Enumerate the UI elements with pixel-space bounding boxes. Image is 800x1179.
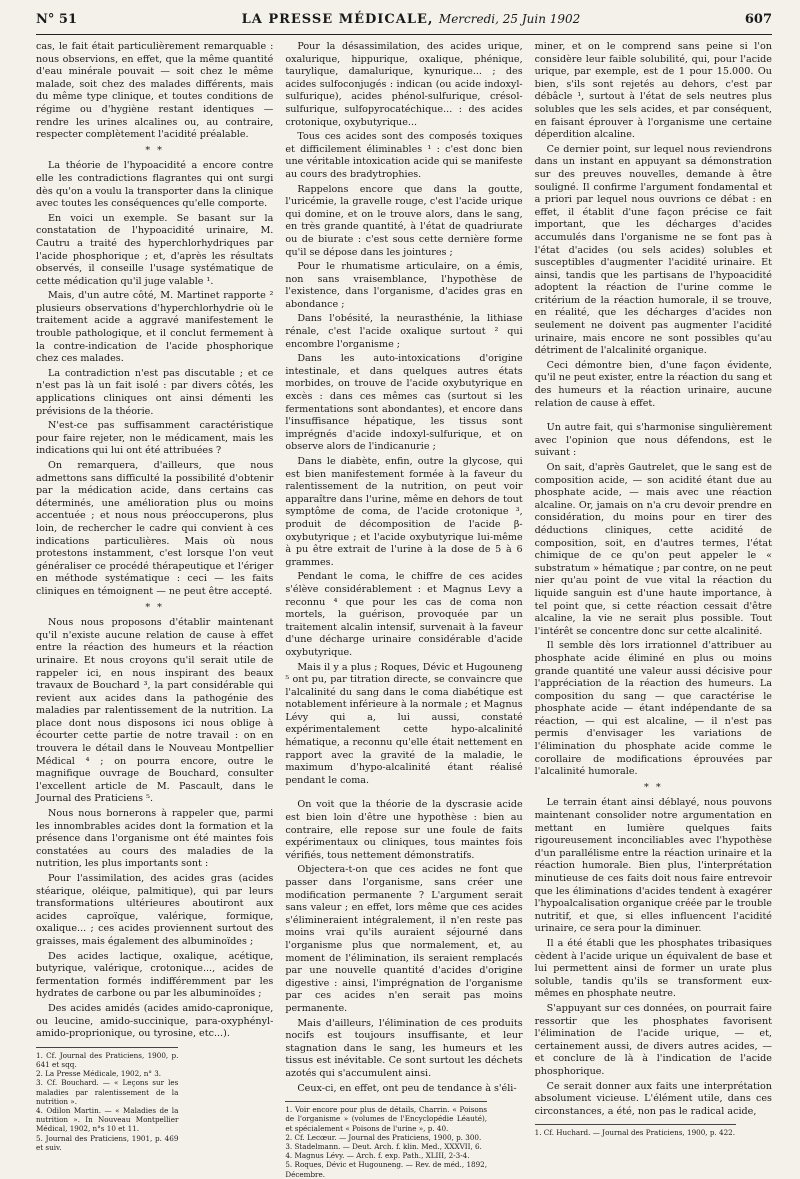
footnote: 3. Stadelmann. — Deut. Arch. f. klin. Med., XXXVII, 6. bbox=[285, 1141, 482, 1151]
text-columns bbox=[36, 41, 772, 1179]
paragraph: miner, et on le comprend sans peine si l'on considère leur faible solubilité, qui, pour l'acide urique, par exemple, est de 1 pour 15.000. Ou bien, s'ils sont rejetés au dehors, c'est par débâcle ¹, surtout à l'état de sels neutres plus solubles que les sels acides, et par conséquent, en faisant éprouver à l'organisme une certaine déperdition alcaline. bbox=[534, 41, 772, 141]
footnote: 5. Roques, Dévic et Hugouneng. — Rev. de méd., 1892, Décembre. bbox=[285, 1160, 488, 1179]
paragraph: Dans les auto-intoxications d'origine intestinale, et dans quelques autres états morbides, on trouve de l'acide oxybutyrique en excès : dans ces mêmes cas (surtout si les fermentations sont abondantes), et encore dans l'insuffisance hépatique, les tissus sont imprégnés d'acide indoxyl-sulfurique, et on observe alors de l'indicanurie ; bbox=[285, 353, 523, 453]
paragraph: Ce dernier point, sur lequel nous reviendrons dans un instant en appuyant sa démonstration sur des preuves nouvelles, demande à être souligné. Il confirme l'argument fondamental et a priori par lequel nous ouvrions ce débat : en effet, il établit d'une façon précise ce fait important, que les décharges d'acides accumulés dans l'organisme ne se font pas à l'état d'acides (ou sels acides) solubles et susceptibles d'augmenter l'acidité urinaire. Et ainsi, tandis que les partisans de l'hypoacidité adoptent la réaction de l'urine comme le critérium de la réaction humorale, il se trouve, en réalité, que les décharges d'acides non seulement ne doivent pas augmenter l'acidité urinaire, mais encore ne sont possibles qu'au détriment de l'alcalinité organique. bbox=[534, 143, 772, 357]
column-3 bbox=[534, 41, 772, 1138]
journal-title bbox=[242, 12, 581, 27]
footnote: 2. La Presse Médicale, 1902, n° 3. bbox=[36, 1069, 162, 1079]
footnote: 1. Cf. Journal des Praticiens, 1900, p. 641 et sqq. bbox=[36, 1050, 179, 1069]
section-separator: * * bbox=[145, 144, 164, 156]
spacer bbox=[535, 412, 772, 422]
paragraph: Il semble dès lors irrationnel d'attribuer au phosphate acide éliminé en plus ou moins grande quantité une valeur aussi décisive pour l'appréciation de la réaction des humeurs. La composition du sang — que caractérise le phosphate acide — étant indépendante de sa réaction, — qui est alcaline, — il n'est pas permis d'envisager les variations de l'élimination du phosphate acide comme le corollaire de modifications éprouvées par l'alcalinité humorale. bbox=[534, 640, 772, 778]
paragraph: Des acides amidés (acides amido-capronique, ou leucine, amido-succinique, para-oxyphényl-amido-proprionique, ou tyrosine, etc...). bbox=[36, 1002, 274, 1040]
paragraph: cas, le fait était particulièrement remarquable : nous observions, en effet, que la même quantité d'eau minérale pouvait — soit chez le même malade, soit chez des malades différents, mais du même type clinique, et toutes conditions de régime ou d'hygiène restant identiques — rendre les urines alcalines ou, au contraire, respecter complètement l'acidité préalable. bbox=[36, 41, 274, 141]
paragraph: On remarquera, d'ailleurs, que nous admettons sans difficulté la possibilité d'obtenir par la médication acide, dans certains cas déterminés, une amélioration plus ou moins accentuée ; et nous nous préoccuperons, plus loin, de rechercher le cadre qui convient à ces indications particulières. Mais où nous protestons instamment, c'est lorsque l'on veut généraliser ce procédé thérapeutique et l'ériger en méthode systématique : ceci — les faits cliniques en témoignent — ne peut être accepté. bbox=[36, 460, 274, 597]
paragraph: N'est-ce pas suffisamment caractéristique pour faire rejeter, non le médicament, mais les indications qui lui ont été attribuées ? bbox=[36, 420, 274, 457]
footnotes bbox=[36, 1047, 178, 1152]
paragraph: Mais, d'un autre côté, M. Martinet rapporte ² plusieurs observations d'hyperchlorhydrie où le traitement acide a aggravé manifestement le trouble pathologique, et il conclut fermement à la contre-indication de l'acide phosphorique chez ces malades. bbox=[36, 290, 274, 365]
footnote: 4. Odilon Martin. — « Maladies de la nutrition ». In Nouveau Montpellier Médical, 1902, n°s 10 et 11. bbox=[36, 1105, 179, 1134]
footnotes bbox=[535, 1124, 737, 1137]
paragraph: Ceux-ci, en effet, ont peu de tendance à s'éli- bbox=[297, 1082, 517, 1094]
page-number-left: N° 51 bbox=[36, 12, 77, 27]
paragraph: Objectera-t-on que ces acides ne font que passer dans l'organisme, sans créer une modification permanente ? L'argument serait sans valeur ; en effet, lors même que ces acides s'élimineraient intégralement, il n'en reste pas moins vrai qu'ils auraient séjourné dans l'organisme plus que normalement, et, au moment de l'élimination, ils seraient remplacés par une nouvelle quantité d'acides d'origine digestive : ainsi, l'imprégnation de l'organisme par ces acides n'en serait pas moins permanente. bbox=[285, 864, 523, 1014]
paragraph: Pour l'assimilation, des acides gras (acides stéarique, oléique, palmitique), qui par leurs transformations ultérieures aboutiront aux acides caproïque, valérique, formique, oxalique... ; ces acides proviennent surtout des graisses, mais également des albuminoïdes ; bbox=[36, 873, 274, 947]
footnotes bbox=[285, 1101, 487, 1179]
footnote: 3. Cf. Bouchard. — « Leçons sur les maladies par ralentissement de la nutrition ». bbox=[36, 1078, 179, 1106]
spacer bbox=[285, 789, 522, 799]
journal-name: LA PRESSE MÉDICALE, bbox=[241, 12, 434, 27]
footnote: 5. Journal des Praticiens, 1901, p. 469 et suiv. bbox=[36, 1133, 179, 1152]
column-2 bbox=[285, 41, 523, 1179]
paragraph: En voici un exemple. Se basant sur la constatation de l'hypoacidité urinaire, M. Cautru a traité des hyperchlorhydriques par l'acide phosphorique ; et, d'après les résultats observés, il conseille l'usage systématique de cette médication qu'il juge valable ¹. bbox=[36, 212, 274, 287]
paragraph: La contradiction n'est pas discutable ; et ce n'est pas là un fait isolé : par divers côtés, les applications cliniques ont ainsi démenti les prévisions de la théorie. bbox=[36, 367, 274, 417]
paragraph: Pour la désassimilation, des acides urique, oxalurique, hippurique, oxalique, phénique, taurylique, damalurique, kynurique... ; des acides sulfoconjugés : indican (ou acide indoxyl-sulfurique), acides phénol-sulfurique, crésol-sulfurique, sulfopyrocatéchique... : des acides crotonique, oxybutyrique... bbox=[285, 41, 523, 128]
paragraph: Ce serait donner aux faits une interprétation absolument vicieuse. L'élément utile, dans ces circonstances, a été, non pas le radical acide, bbox=[534, 1080, 772, 1117]
page-number-right: 607 bbox=[744, 12, 772, 27]
paragraph: Des acides lactique, oxalique, acétique, butyrique, valérique, crotonique..., acides de fermentation formés indifféremment par les hydrates de carbone ou par les albuminoïdes ; bbox=[36, 950, 274, 1000]
paragraph: S'appuyant sur ces données, on pourrait faire ressortir que les phosphates favorisent l'élimination de l'acide urique, — et, certainement aussi, de divers autres acides, — et conclure de là à l'indication de l'acide phosphorique. bbox=[534, 1002, 772, 1077]
paragraph: On sait, d'après Gautrelet, que le sang est de composition acide, — son acidité étant due au phosphate acide, — mais avec une réaction alcaline. Or, jamais on n'a cru devoir prendre en considération, du moins pour en tirer des déductions cliniques, cette acidité de composition, soit, en d'autres termes, l'état chimique de ce qu'on peut appeler le « substratum » hématique ; par contre, on ne peut nier qu'au point de vue vital la réaction du liquide sanguin est d'une haute importance, à tel point que, si cette réaction cessait d'être alcaline, la vie ne serait plus possible. Tout l'intérêt se concentre donc sur cette alcalinité. bbox=[534, 462, 772, 637]
paragraph: Ceci démontre bien, d'une façon évidente, qu'il ne peut exister, entre la réaction du sang et des humeurs et la réaction urinaire, aucune relation de cause à effet. bbox=[534, 359, 772, 409]
paragraph: Mais il y a plus ; Roques, Dévic et Hugouneng ⁵ ont pu, par titration directe, se convaincre que l'alcalinité du sang dans le coma diabétique est notablement inférieure à la normale ; et Magnus Lévy qui a, lui aussi, constaté expérimentalement cette hypo-alcalinité hématique, a reconnu qu'elle était nettement en rapport avec la gravité de la maladie, le maximum d'hypo-alcalinité étant réalisé pendant le coma. bbox=[285, 661, 523, 786]
issue-date: Mercredi, 25 Juin 1902 bbox=[438, 12, 581, 26]
section-separator: * * bbox=[145, 601, 164, 613]
paragraph: Nous nous bornerons à rappeler que, parmi les innombrables acides dont la formation et la présence dans l'organisme ont été maintes fois constatées au cours des maladies de la nutrition, les plus importants sont : bbox=[36, 808, 274, 870]
paragraph: On voit que la théorie de la dyscrasie acide est bien loin d'être une hypothèse : bien au contraire, elle repose sur une foule de faits expérimentaux ou cliniques, tous maintes fois vérifiés, tous nettement démonstratifs. bbox=[285, 799, 523, 861]
paragraph: Mais d'ailleurs, l'élimination de ces produits nocifs est toujours insuffisante, et leur stagnation dans le sang, les humeurs et les tissus est inévitable. Ce sont surtout les déchets azotés qui s'accumulent ainsi. bbox=[285, 1017, 523, 1079]
footnote: 4. Magnus Lévy. — Arch. f. exp. Path., XLIII, 2-3-4. bbox=[285, 1151, 470, 1161]
paragraph: Tous ces acides sont des composés toxiques et difficilement éliminables ¹ : c'est donc bien une véritable intoxication acide qui se manifeste au cours des bradytrophies. bbox=[285, 131, 523, 180]
footnote: 1. Voir encore pour plus de détails, Charrin. « Poisons de l'organisme » (volumes de l'Encyclopédie Léauté), et spécialement « Poisons de l'urine », p. 40. bbox=[285, 1105, 488, 1133]
footnote: 1. Cf. Huchard. — Journal des Praticiens, 1900, p. 422. bbox=[534, 1128, 736, 1138]
paragraph: Le terrain étant ainsi déblayé, nous pouvons maintenant consolider notre argumentation en mettant en lumière quelques faits rigoureusement inconciliables avec l'hypothèse d'un parallélisme entre la réaction urinaire et la réaction humorale. Bien plus, l'interprétation minutieuse de ces faits doit nous faire entrevoir que les éliminations d'acides tendent à exagérer l'hypoalcalisation organique créée par le trouble nutritif, et que, si elles influencent l'acidité urinaire, ce sera pour la diminuer. bbox=[534, 797, 772, 935]
paragraph: Dans l'obésité, la neurasthénie, la lithiase rénale, c'est l'acide oxalique surtout ² qui encombre l'organisme ; bbox=[285, 313, 523, 350]
paragraph: Un autre fait, qui s'harmonise singulièrement avec l'opinion que nous défendons, est le suivant : bbox=[534, 422, 772, 459]
paragraph: Il a été établi que les phosphates tribasiques cèdent à l'acide urique un équivalent de base et lui permettent ainsi de former un urate plus soluble, tandis qu'ils se transforment eux-mêmes en phosphate neutre. bbox=[534, 937, 772, 1000]
paragraph: Pendant le coma, le chiffre de ces acides s'élève considérablement : et Magnus Levy a reconnu ⁴ que pour les cas de coma non mortels, la guérison, provoquée par un traitement alcalin intensif, survenait à la faveur d'une décharge urinaire considérable d'acide oxybutyrique. bbox=[285, 571, 523, 658]
footnote: 2. Cf. Lecœur. — Journal des Praticiens, 1900, p. 300. bbox=[285, 1132, 482, 1142]
paragraph: Rappelons encore que dans la goutte, l'uricémie, la gravelle rouge, c'est l'acide urique qui domine, et on le trouve alors, dans le sang, en très grande quantité, à l'état de quadriurate ou de biurate : c'est sous cette dernière forme qu'il se dépose dans les jointures ; bbox=[285, 183, 523, 258]
paragraph: Dans le diabète, enfin, outre la glycose, qui est bien manifestement formée à la faveur du ralentissement de la nutrition, on peut voir apparaître dans l'urine, même en dehors de tout symptôme de coma, de l'acide crotonique ³, produit de décomposition de l'acide β-oxybutyrique ; et l'acide oxybutyrique lui-même à pu être extrait de l'urine à la dose de 5 à 6 grammes. bbox=[285, 456, 523, 568]
column-1 bbox=[36, 41, 274, 1152]
paragraph: Pour le rhumatisme articulaire, on a émis, non sans vraisemblance, l'hypothèse de l'existence, dans l'organisme, d'acides gras en abondance ; bbox=[285, 261, 523, 310]
section-separator: * * bbox=[643, 781, 663, 793]
paragraph: La théorie de l'hypoacidité a encore contre elle les contradictions flagrantes qui ont surgi dès qu'on a voulu la transporter dans la clinique avec toutes les conséquences qu'elle comporte. bbox=[36, 160, 274, 210]
paragraph: Nous nous proposons d'établir maintenant qu'il n'existe aucune relation de cause à effet entre la réaction des humeurs et la réaction urinaire. Et nous croyons qu'il serait utile de rappeler ici, en nous inspirant des beaux travaux de Bouchard ³, la part considérable qui revient aux acides dans la pathogénie des maladies par ralentissement de la nutrition. La place dont nous disposons ici nous oblige à écourter cette partie de notre travail : on en trouvera le détail dans le Nouveau Montpellier Médical ⁴ ; on pourra encore, outre le magnifique ouvrage de Bouchard, consulter l'excellent article de M. Pascault, dans le Journal des Praticiens ⁵. bbox=[36, 617, 274, 805]
page-header bbox=[36, 12, 772, 32]
header-rule bbox=[36, 34, 772, 35]
